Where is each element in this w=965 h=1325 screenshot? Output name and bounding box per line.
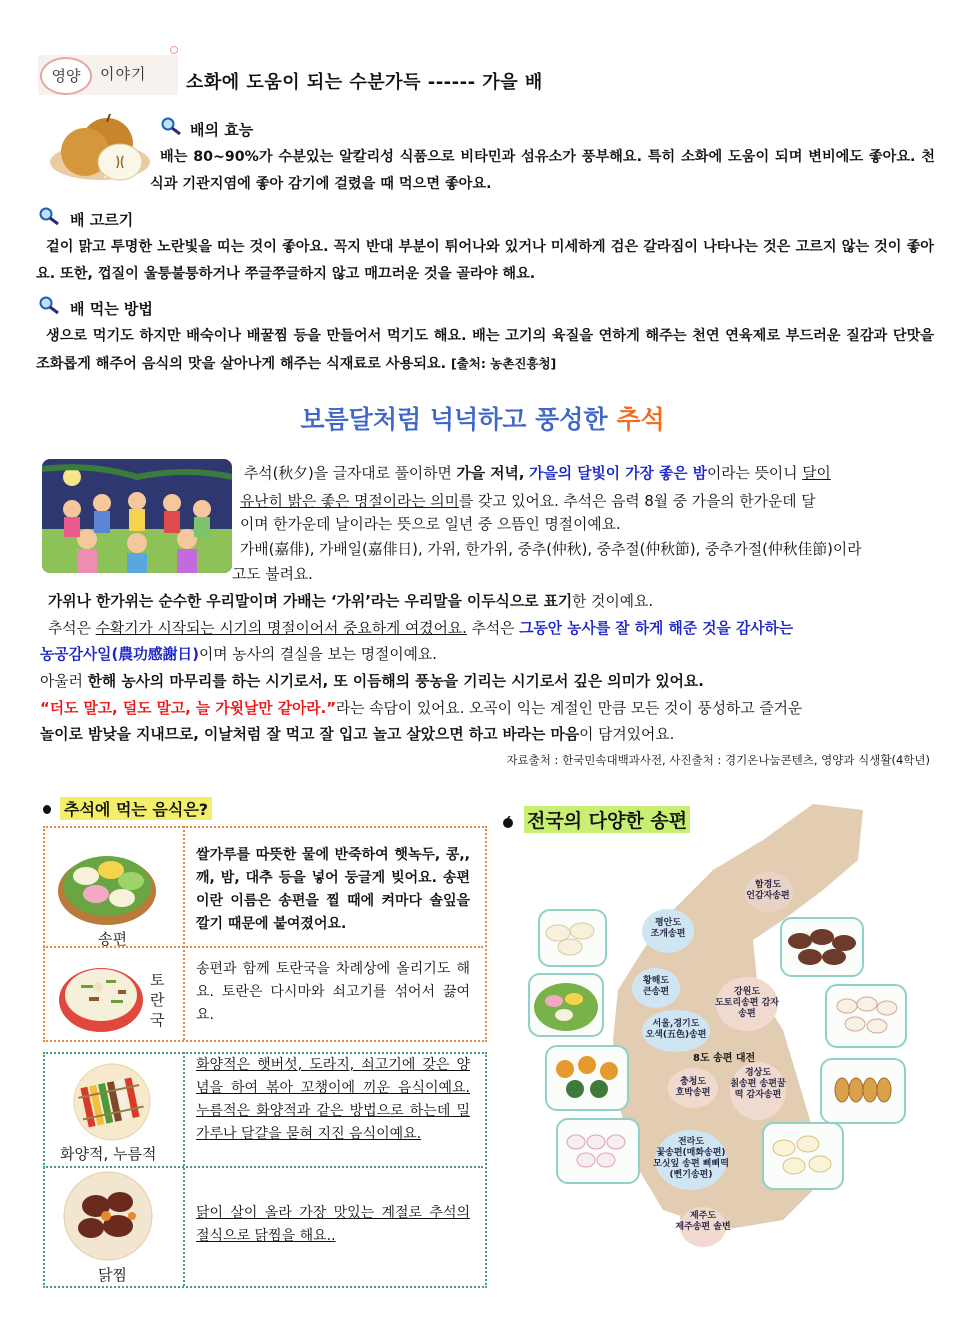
songpyeon-image xyxy=(56,836,158,928)
text-segment: 한 것이예요. xyxy=(572,593,654,610)
songpyeon-thumb xyxy=(780,917,864,977)
songpyeon-thumb xyxy=(545,1045,629,1111)
pear-choose-text: 겉이 맑고 투명한 노란빛을 띠는 것이 좋아요. 꼭지 반대 부분이 튀어나와 있거나 미세하게 검은 갈라짐이 나타나는 것은 고르지 않는 것이 좋아요. 또한, 껍질이 울퉁불퉁하거나 쭈글쭈글하지 않고 매끄러운 것을 골라야 해요. xyxy=(36,239,934,282)
food-desc-dakjjim xyxy=(196,1202,470,1248)
chuseok-line-5: 고도 불려요. xyxy=(232,566,313,583)
chuseok-line-2 xyxy=(240,489,934,515)
text-segment: 추석은 xyxy=(471,620,515,637)
chuseok-line-9 xyxy=(40,669,930,695)
food-desc-hwayangjeok: 화양적은 햇버섯, 도라지, 쇠고기에 갖은 양념을 하여 볶아 꼬챙이에 끼운 음식이예요. 누름적은 화양적과 같은 방법으로 하는데 밀가루나 달걀을 묻혀 지진 음식이예요. xyxy=(196,1057,470,1142)
region-name: 서울,경기도 xyxy=(652,1019,700,1029)
text-segment: 가을의 달빛이 가장 좋은 밤 xyxy=(529,465,708,482)
section-heading: 배의 효능 xyxy=(190,121,254,139)
hwayangjeok-image xyxy=(62,1060,162,1142)
region-item: 꽃송편(매화송편) 모싯잎 송편 삐삐떡(삔기송편) xyxy=(653,1148,729,1180)
food-desc-songpyeon: 쌀가루를 따뜻한 물에 반죽하여 햇녹두, 콩,, 깨, 밤, 대추 등을 넣어 둥글게 빚어요. 송편이란 이름은 송편을 찔 때에 켜마다 솔잎을 깔기 때문에 붙여졌어요. xyxy=(196,847,470,932)
food-desc-toranguk: 송편과 함께 토란국을 차례상에 올리기도 해요. 토란은 다시마와 쇠고기를 섞어서 끓여요. xyxy=(196,961,470,1023)
bullet-icon xyxy=(43,805,51,814)
food-name-toranguk: 토란국 xyxy=(150,971,165,1029)
text-segment: 를 갖고 있어요. 추석은 음력 8월 중 가을의 한가운데 달 xyxy=(458,493,816,510)
region-item: 제주송편 솔변 xyxy=(675,1222,731,1232)
chuseok-line-8 xyxy=(40,642,930,668)
region-item: 칡송편 송편꿀떡 감자송편 xyxy=(730,1079,786,1100)
food-desc-dakjjim-text: 닭이 살이 올라 가장 맛있는 계절로 추석의 절식으로 닭찜을 해요.. xyxy=(196,1205,470,1244)
badge-label: 이야기 xyxy=(100,65,147,83)
region-jeju xyxy=(674,1211,732,1233)
region-name: 평안도 xyxy=(654,918,682,928)
chuseok-title xyxy=(0,400,965,436)
region-chungcheong xyxy=(664,1077,722,1099)
magnifier-icon xyxy=(38,207,60,225)
region-name: 함경도 xyxy=(754,880,782,890)
region-name: 전라도 xyxy=(677,1137,705,1147)
chuseok-children-image xyxy=(42,459,232,573)
pear-eat-body: 생으로 먹기도 하지만 배숙이나 배꿀찜 등을 만들어서 먹기도 해요. 배는 고기의 육질을 연하게 해주는 천연 연육제로 부드러운 질감과 단맛을 조화롭게 해주어 음식의 맛을 살아나게 해주는 식재료로 사용되요. xyxy=(36,328,934,372)
apple-icon xyxy=(502,813,514,825)
text-segment: 추석(秋夕)을 글자대로 풀이하면 xyxy=(244,465,452,482)
region-item: 조개송편 xyxy=(650,929,686,939)
text-segment: 이며 농사의 결실을 보는 명절이예요. xyxy=(198,646,437,663)
region-name: 제주도 xyxy=(689,1211,717,1221)
text-segment: 가을 저녁, xyxy=(456,465,525,482)
page-title: 소화에 도움이 되는 수분가득 ------ 가을 배 xyxy=(186,72,543,93)
region-item: 도토리송편 감자송편 xyxy=(715,998,779,1019)
section-heading: 배 고르기 xyxy=(70,211,134,229)
region-item: 오색(五色)송편 xyxy=(645,1030,707,1040)
songpyeon-thumb xyxy=(538,909,607,967)
map-title: 전국의 다양한 송편 xyxy=(524,806,690,833)
region-name: 경상도 xyxy=(744,1068,772,1078)
text-segment: 한해 농사의 마무리를 하는 시기로서, 또 이듬해의 풍농을 기리는 시기로서 깊은 의미가 있어요. xyxy=(87,673,704,690)
text-segment: 유난히 밝은 좋은 명절이라는 의미 xyxy=(240,493,459,510)
text-segment: 그동안 농사를 잘 하게 해준 것을 감사하는 xyxy=(519,620,794,637)
chuseok-line-4: 가배(嘉俳), 가배일(嘉俳日), 가위, 한가위, 중추(仲秋), 중추절(仲秋節), 중추가절(仲秋佳節)이라 xyxy=(240,541,862,558)
region-name: 충청도 xyxy=(679,1077,707,1087)
region-pyeongan xyxy=(638,918,698,940)
region-item: 언감자송편 xyxy=(746,891,790,901)
magnifier-icon xyxy=(160,117,182,135)
foods-title: 추석에 먹는 음식은? xyxy=(60,797,212,820)
region-name: 황해도 xyxy=(642,976,670,986)
region-gangwon xyxy=(714,987,780,1020)
region-item: 큰송편 xyxy=(642,987,670,997)
chuseok-line-7 xyxy=(48,616,938,642)
pear-effect-text: 배는 80~90%가 수분있는 알칼리성 식품으로 비타민과 섬유소가 풍부해요. 특히 소화에 도움이 되며 변비에도 좋아요. 천식과 기관지염에 좋아 감기에 걸렸을 때 먹으면 좋아요. xyxy=(150,149,935,192)
region-seoul-gyeonggi xyxy=(640,1019,712,1041)
divider xyxy=(43,1166,483,1168)
songpyeon-thumb xyxy=(820,1058,906,1124)
decorative-dot xyxy=(170,46,178,54)
pear-eat-text xyxy=(36,323,934,378)
songpyeon-thumb xyxy=(825,984,907,1048)
text-segment: 추석은 xyxy=(48,620,91,637)
chuseok-line-6 xyxy=(48,589,938,615)
chuseok-line-10 xyxy=(40,696,932,722)
food-name-hwayangjeok: 화양적, 누름적 xyxy=(60,1145,157,1163)
toran-soup-image xyxy=(56,955,146,1035)
region-name: 강원도 xyxy=(733,987,761,997)
divider xyxy=(183,1052,185,1286)
text-segment: 놀이로 밤낮을 지내므로, 이날처럼 잘 먹고 잘 입고 놀고 살았으면 하고 바라는 마음 xyxy=(40,726,580,743)
pear-image xyxy=(45,112,153,184)
magnifier-icon xyxy=(38,296,60,314)
chuseok-line-3: 이며 한가운데 날이라는 뜻으로 일년 중 으뜸인 명절이예요. xyxy=(240,516,621,533)
text-segment: 이라는 뜻이니 xyxy=(707,465,798,482)
section-heading: 배 먹는 방법 xyxy=(70,300,153,318)
text-segment: 아울러 xyxy=(40,673,83,690)
text-segment: 가위나 한가위는 순수한 우리말이며 가배는 ‘가위’라는 우리말을 이두식으로 표기 xyxy=(48,593,573,610)
chuseok-line-11 xyxy=(40,722,932,748)
region-hwanghae xyxy=(626,976,686,998)
dakjjim-image xyxy=(56,1170,160,1262)
text-segment: 수확기가 시작되는 시기의 명절이어서 중요하게 여겼어요. xyxy=(95,620,467,637)
region-jeolla xyxy=(652,1137,730,1181)
chuseok-source: 자료출처 : 한국민속대백과사전, 사진출처 : 경기온나눔콘텐츠, 영양과 식생활(4학년) xyxy=(506,753,930,767)
text-segment: 라는 속담이 있어요. 오곡이 익는 계절인 만큼 모든 것이 풍성하고 즐거운 xyxy=(335,700,803,717)
songpyeon-thumb xyxy=(528,973,604,1037)
songpyeon-thumb xyxy=(762,1122,844,1190)
region-item: 호박송편 xyxy=(675,1088,711,1098)
chuseok-title-main: 보름달처럼 넉넉하고 풍성한 xyxy=(300,405,608,434)
text-segment: “더도 말고, 덜도 말고, 늘 가윗날만 같아라.” xyxy=(40,700,336,717)
food-name-dakjjim: 닭찜 xyxy=(98,1266,127,1284)
region-gyeongsang xyxy=(728,1068,788,1101)
pear-source: [출처: 농촌진흥청] xyxy=(450,356,557,371)
badge-circle-label: 영양 xyxy=(40,57,92,95)
food-name-songpyeon: 송편 xyxy=(98,930,127,948)
chuseok-line-1 xyxy=(244,461,934,487)
songpyeon-thumb xyxy=(556,1118,640,1184)
region-hamgyeong xyxy=(738,880,798,902)
text-segment: 이 담겨있어요. xyxy=(579,726,675,743)
chuseok-title-accent: 추석 xyxy=(616,405,665,434)
divider xyxy=(183,826,185,1040)
text-segment: 달이 xyxy=(802,465,831,482)
text-segment: 농공감사일(農功感謝日) xyxy=(40,646,199,663)
map-8do-label: 8도 송편 대전 xyxy=(693,1053,756,1064)
